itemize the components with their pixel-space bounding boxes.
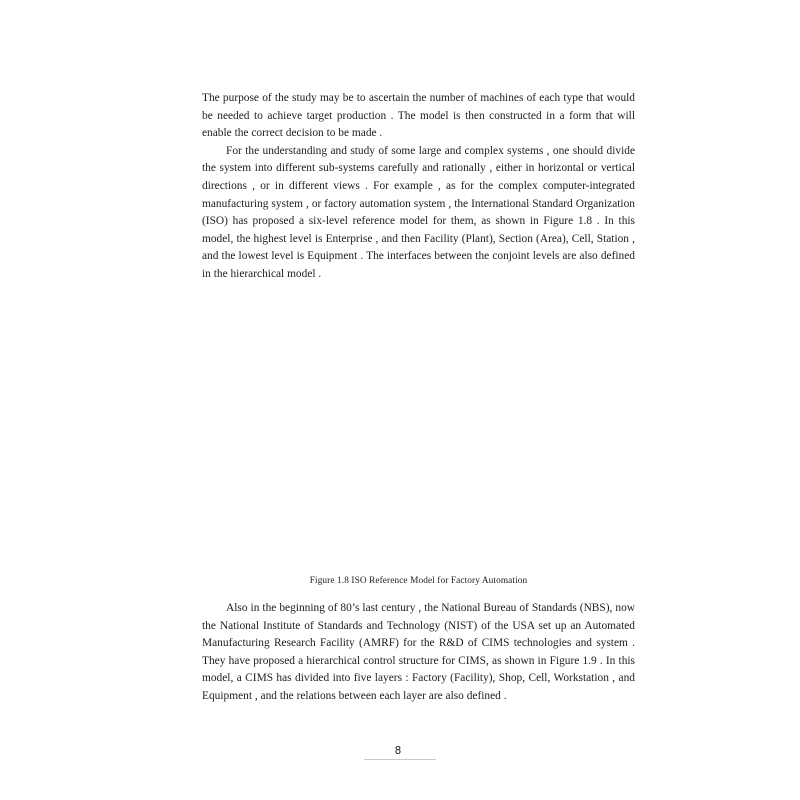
paragraph-nbs-amrf: Also in the beginning of 80’s last century , the National Bureau of Standards (NBS), now the National Institute of Standards and Technology (NIST) of the USA set up an Automated Manufacturing Research Facility (AMRF) for the R&D of CIMS technologies and system . They have proposed a hierarchical control structure for CIMS, as shown in Figure 1.9 . In this model, a CIMS has divided into five layers : Factory (Facility), Shop, Cell, Workstation , and Equipment , and the relations between each layer are also defined . xyxy=(202,602,635,702)
paragraph-iso-model: For the understanding and study of some large and complex systems , one should divide the system into different sub-systems carefully and rationally , either in horizontal or vertical directions , or in different views . For example , as for the complex computer-integrated manufacturing system , or factory automation system , the International Standard Organization (ISO) has proposed a six-level reference model for them, as shown in Figure 1.8 . In this model, the highest level is Enterprise , and then Facility (Plant), Section (Area), Cell, Station , and the lowest level is Equipment . The interfaces between the conjoint levels are also defined in the hierarchical model . xyxy=(202,144,635,280)
text-block-bottom xyxy=(202,600,635,706)
figure-caption: Figure 1.8 ISO Reference Model for Factory Automation xyxy=(309,576,528,586)
figure-1-8-area xyxy=(202,300,635,568)
text-block-top xyxy=(202,90,635,284)
paragraph-purpose: The purpose of the study may be to ascertain the number of machines of each type that would be needed to achieve target production . The model is then constructed in a form that will enable the correct decision to be made . xyxy=(202,92,635,140)
page-number-rule xyxy=(364,759,436,760)
page-number: 8 xyxy=(394,745,402,757)
